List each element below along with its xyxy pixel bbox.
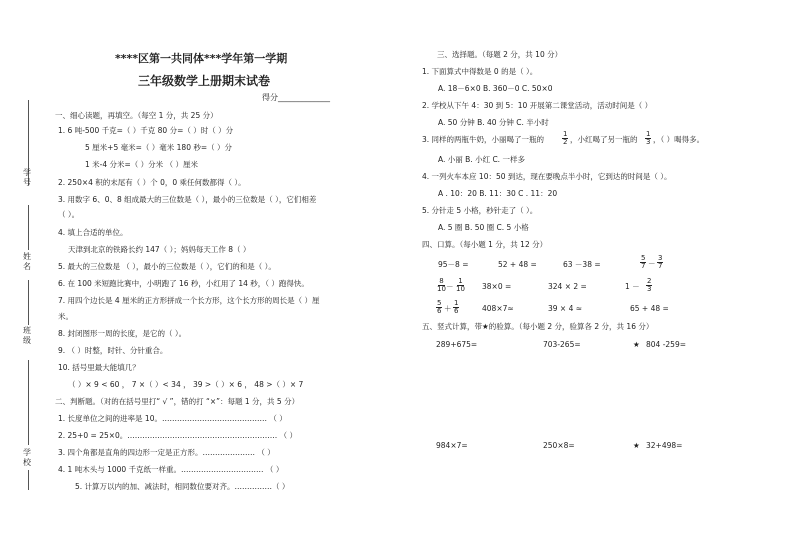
oral-2-2: 38×0 = bbox=[482, 282, 512, 291]
s3-q3-mid: ，小红喝了另一瓶的 bbox=[570, 135, 638, 144]
oral-1-4-a-numerator: 5 bbox=[641, 254, 646, 262]
vertical-calc-6: 32+498= bbox=[646, 441, 683, 450]
star-icon: ★ bbox=[633, 441, 640, 450]
oral-3-1-operator: ＋ bbox=[444, 304, 452, 313]
s1-q1a: 1. 6 吨-500 千克=（ ）千克 80 分=（ ）时（ ）分 bbox=[58, 126, 234, 135]
oral-2-1-a-denominator: 10 bbox=[437, 285, 446, 293]
s3-q4: 4. 一列火车本应 10：50 到达，现在要晚点半小时，它到达的时间是（ ）。 bbox=[422, 172, 672, 181]
oral-1-4-fraction-a bbox=[640, 255, 646, 270]
s1-q2: 2. 250×4 积的末尾有（ ）个 0，0 乘任何数都得（ ）。 bbox=[58, 178, 246, 187]
binding-line-mid1 bbox=[28, 205, 29, 250]
vertical-calc-4: 984×7= bbox=[436, 441, 468, 450]
name-label: 姓名 bbox=[23, 252, 31, 271]
oral-2-4-pre: 1 － bbox=[625, 282, 640, 291]
school-line: ****区第一共同体***学年第一学期 bbox=[115, 52, 288, 65]
oral-3-1-a-denominator: 6 bbox=[437, 307, 442, 315]
s1-q10a: （ ）× 9 < 60 ， 7 ×（ ）< 34 ， 39 >（ ）× 6 ， 48 >（ ）× 7 bbox=[68, 380, 304, 389]
s1-q3b: （ ）。 bbox=[58, 210, 80, 219]
binding-line-mid3 bbox=[28, 360, 29, 445]
star-icon: ★ bbox=[633, 340, 640, 349]
s2-q1: 1. 长度单位之间的进率是 10。…………………………………… （ ） bbox=[58, 414, 287, 423]
oral-1-4-b-denominator: 7 bbox=[658, 262, 663, 270]
s1-q10: 10. 括号里最大能填几？ bbox=[58, 363, 140, 372]
s1-q7b: 米。 bbox=[58, 312, 73, 321]
s2-q2: 2. 25+0 = 25×0。…………………………………………………… （ ） bbox=[58, 431, 298, 440]
section5-title: 五、竖式计算，带★的验算。（每小题 2 分，验算各 2 分，共 16 分） bbox=[422, 322, 654, 331]
s3-q3-frac1-numerator: 1 bbox=[563, 130, 568, 138]
s3-q5: 5. 分针走 5 小格，秒针走了（ ）。 bbox=[422, 206, 538, 215]
vertical-calc-3: 804 -259= bbox=[646, 340, 687, 349]
s1-q8: 8. 封闭图形一周的长度，是它的（ ）。 bbox=[58, 329, 187, 338]
section4-title: 四、口算。（每小题 1 分，共 12 分） bbox=[422, 240, 548, 249]
oral-2-1-b-denominator: 10 bbox=[456, 285, 465, 293]
s1-q5: 5. 最大的三位数是 （ ），最小的三位数是（ ），它们的和是（ ）。 bbox=[58, 262, 276, 271]
oral-3-3: 39 × 4 ≈ bbox=[548, 304, 583, 313]
oral-2-3: 324 × 2 = bbox=[548, 282, 587, 291]
oral-3-1-b-numerator: 1 bbox=[454, 299, 459, 307]
school-label: 学校 bbox=[23, 448, 31, 467]
oral-1-3: 63 －38 = bbox=[563, 260, 601, 269]
oral-2-4-fraction bbox=[646, 278, 652, 293]
oral-2-4-denominator: 3 bbox=[647, 285, 652, 293]
s3-q3-fraction-2 bbox=[645, 131, 651, 146]
oral-1-2: 52 + 48 = bbox=[498, 260, 537, 269]
s3-q3-fraction-1 bbox=[562, 131, 568, 146]
s1-q6: 6. 在 100 米短跑比赛中，小明跑了 16 秒，小红用了 14 秒，（ ）跑得快。 bbox=[58, 279, 309, 288]
s3-q3-pre: 3. 同样的两瓶牛奶，小丽喝了一瓶的 bbox=[422, 135, 545, 144]
oral-3-1-a-numerator: 5 bbox=[437, 299, 442, 307]
oral-1-1: 95－8 = bbox=[438, 260, 469, 269]
s2-q3: 3. 四个角都是直角的四边形一定是正方形。………………… （ ） bbox=[58, 448, 275, 457]
exam-title: 三年级数学上册期末试卷 bbox=[138, 74, 271, 88]
s3-q1: 1. 下面算式中得数是 0 的是（ ）。 bbox=[422, 67, 538, 76]
s3-q2-options: A. 50 分钟 B. 40 分钟 C. 半小时 bbox=[438, 118, 549, 127]
s1-q7a: 7. 用四个边长是 4 厘米的正方形拼成一个长方形，这个长方形的周长是（ ）厘 bbox=[58, 296, 320, 305]
s1-q3a: 3. 用数字 6、0、8 组成最大的三位数是（ ），最小的三位数是（ ），它们相差 bbox=[58, 195, 317, 204]
binding-line-bottom bbox=[28, 470, 29, 490]
section1-title: 一、细心读题，再填空。（每空 1 分，共 25 分） bbox=[55, 111, 218, 120]
vertical-calc-2: 703-265= bbox=[543, 340, 581, 349]
section2-title: 二、判断题。（对的在括号里打“ √ ”，错的打 “×”：每题 1 分，共 5 分） bbox=[55, 397, 300, 406]
s1-q9: 9. （ ）时整，时针、分针重合。 bbox=[58, 346, 168, 355]
vertical-calc-5: 250×8= bbox=[543, 441, 575, 450]
oral-2-1-b-numerator: 1 bbox=[458, 277, 463, 285]
student-id-label: 学号 bbox=[23, 168, 31, 187]
oral-2-1-operator: － bbox=[446, 282, 454, 291]
oral-2-4-numerator: 2 bbox=[647, 277, 652, 285]
oral-1-4-b-numerator: 3 bbox=[658, 254, 663, 262]
binding-line-mid2 bbox=[28, 280, 29, 325]
oral-3-2: 408×7≈ bbox=[482, 304, 514, 313]
s3-q3-options: A. 小丽 B. 小红 C. 一样多 bbox=[438, 155, 525, 164]
oral-1-4-a-denominator: 7 bbox=[641, 262, 646, 270]
vertical-calc-1: 289+675= bbox=[436, 340, 478, 349]
oral-2-1-a-numerator: 8 bbox=[439, 277, 444, 285]
oral-3-1-b-denominator: 6 bbox=[454, 307, 459, 315]
s2-q5: 5. 计算万以内的加、减法时，相同数位要对齐。……………（ ） bbox=[75, 482, 290, 491]
s3-q2: 2. 学校从下午 4：30 到 5：10 开展第二课堂活动，活动时间是（ ） bbox=[422, 101, 653, 110]
s1-q4a: 天津到北京的铁路长约 147（ ）；妈妈每天工作 8（ ） bbox=[68, 245, 251, 254]
oral-3-4: 65 + 48 = bbox=[630, 304, 669, 313]
s1-q4: 4. 填上合适的单位。 bbox=[58, 228, 128, 237]
oral-3-1-fraction-b bbox=[453, 300, 459, 315]
s3-q3-frac1-denominator: 2 bbox=[563, 138, 568, 146]
score-label: 得分_____________ bbox=[262, 93, 330, 102]
s3-q4-options: A . 10：20 B. 11：30 C . 11：20 bbox=[438, 189, 558, 198]
s3-q1-options: A. 18－6×0 B. 360－0 C. 50×0 bbox=[438, 84, 553, 93]
s3-q3-frac2-numerator: 1 bbox=[646, 130, 651, 138]
class-label: 班级 bbox=[23, 326, 31, 345]
s2-q4: 4. 1 吨木头与 1000 千克纸一样重。…………………………… （ ） bbox=[58, 465, 284, 474]
s1-q1c: 1 米-4 分米=（ ）分米 （ ）厘米 bbox=[85, 160, 198, 169]
s3-q3-post: ，（ ）喝得多。 bbox=[653, 135, 705, 144]
section3-title: 三、选择题。（每题 2 分，共 10 分） bbox=[437, 50, 563, 59]
s3-q3-frac2-denominator: 3 bbox=[646, 138, 651, 146]
oral-1-4-fraction-b bbox=[657, 255, 663, 270]
oral-3-1-fraction-a bbox=[436, 300, 442, 315]
oral-1-4-operator: － bbox=[648, 259, 656, 268]
s3-q5-options: A. 5 圈 B. 50 圈 C. 5 小格 bbox=[438, 223, 529, 232]
s1-q1b: 5 厘米+5 毫米=（ ）毫米 180 秒=（ ）分 bbox=[85, 143, 233, 152]
oral-2-1-fraction-b bbox=[455, 278, 466, 293]
